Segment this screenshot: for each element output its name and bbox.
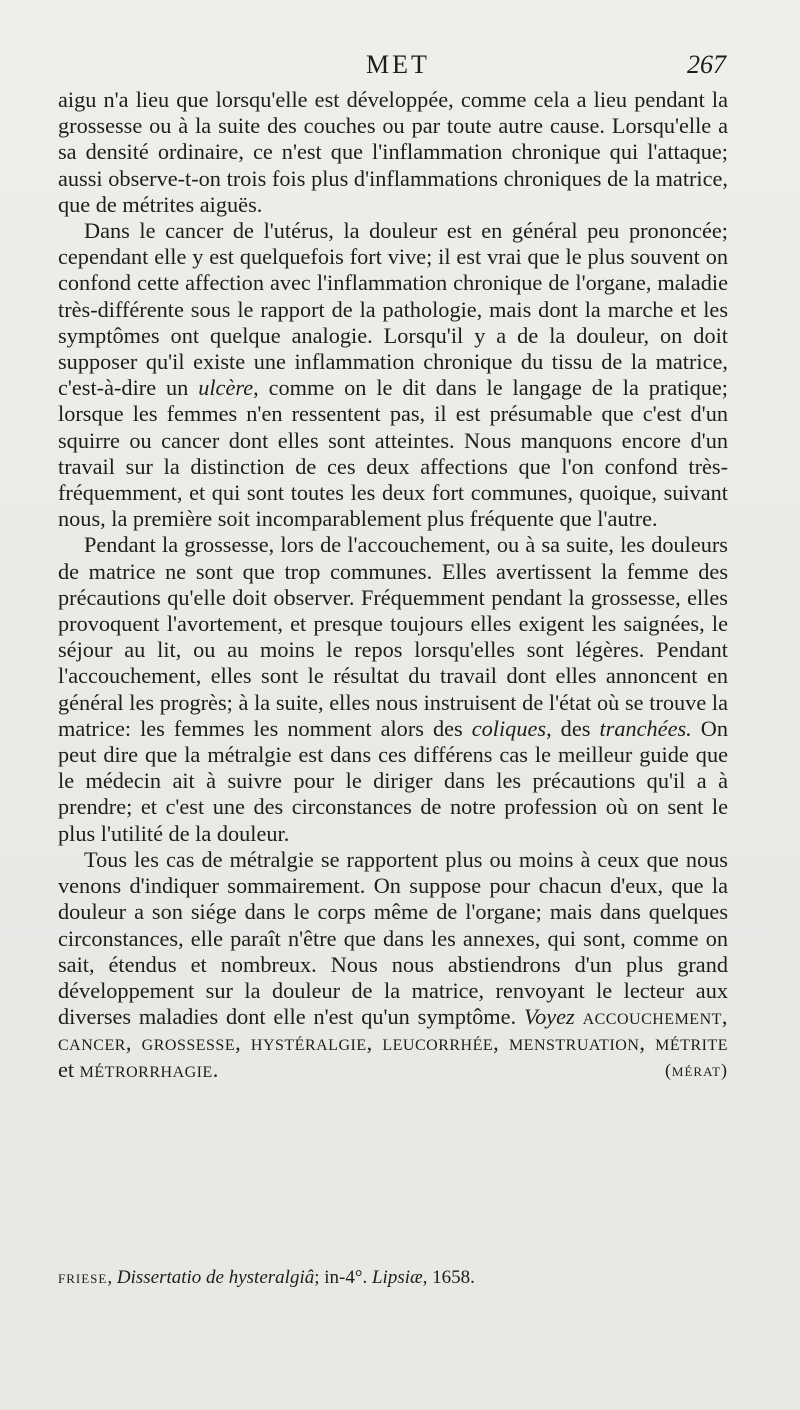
- paragraph-3-text-b: On peut dire que la métralgie est dans ces différens cas le meilleur guide que le médecin ait à suivre pour le diriger dans les précautions qu'il a à prendre; et c'est une des circonstances de notre profession où on sent le plus l'utilité de la douleur.: [58, 715, 729, 846]
- paragraph-2-text-a: Dans le cancer de l'utérus, la douleur est en général peu prononcée; cependant elle y est quelquefois fort vive; il est vrai que le plus souvent on confond cette affection avec l'inflammation chronique de l'organe, maladie très-différente sous le rapport de la pathologie, mais dont la marche et les symptômes ont quelque analogie. Lorsqu'il y a de la douleur, on doit supposer qu'il existe une inflammation chronique du tissu de la matrice, c'est-à-dire un: [58, 218, 728, 401]
- bib-format: ; in-4°.: [314, 1267, 368, 1288]
- paragraph-3: [58, 532, 728, 846]
- bib-year: , 1658.: [422, 1267, 475, 1288]
- article-body: [58, 87, 728, 1083]
- emphasis-ulcere: ulcère: [198, 375, 254, 401]
- voyez-label: Voyez: [523, 1004, 575, 1030]
- bib-author: friese: [58, 1267, 108, 1288]
- paragraph-2-text-b: , comme on le dit dans le langage de la pratique; lorsque les femmes n'en ressentent pas, il est présumable que c'est d'un squirre ou cancer dont elles sont atteintes. Nous manquons encore d'un travail sur la distinction de ces deux affections que l'on confond très-fréquemment, et qui sont toutes les deux fort communes, quoique, suivant nous, la première soit incomparablement plus fréquente que l'autre.: [58, 375, 729, 532]
- page-number: 267: [687, 50, 726, 79]
- paragraph-1-text: aigu n'a lieu que lorsqu'elle est développée, comme cela a lieu pendant la grossesse ou à la suite des couches ou par toute autre cause. Lorsqu'elle a sa densité ordinaire, ce n'est que l'inflammation chronique qui l'attaque; aussi observe-t-on trois fois plus d'inflammations chroniques de la matrice, que de métrites aiguës.: [58, 87, 728, 217]
- paragraph-1: [58, 87, 728, 218]
- cross-reference-last: métrorrhagie.: [79, 1056, 219, 1082]
- paragraph-2: [58, 218, 728, 532]
- emphasis-coliques: coliques: [471, 715, 547, 741]
- paragraph-3-text-mid: , des: [546, 715, 600, 741]
- bib-place: Lipsiæ: [371, 1267, 423, 1288]
- conjunction: et: [58, 1056, 80, 1082]
- emphasis-tranchees: tranchées.: [599, 715, 692, 741]
- author-signature: (mérat): [664, 1059, 728, 1080]
- page-header: [58, 50, 738, 84]
- bibliography-entry: friese, Dissertatio de hysteralgiâ; in-4°. Lipsiæ, 1658.: [58, 1267, 475, 1288]
- bib-title: Dissertatio de hysteralgiâ: [116, 1267, 315, 1288]
- paragraph-3-text-a: Pendant la grossesse, lors de l'accouchement, ou à sa suite, les douleurs de matrice ne sont que trop communes. Elles avertissent la femme des précautions qu'elle doit observer. Fréquemment pendant la grossesse, elles provoquent l'avortement, et presque toujours elles exigent les saignées, le séjour au lit, ou au moins le repos lorsqu'elles sont légères. Pendant l'accouchement, elles sont le résultat du travail dont elles annoncent en général les progrès; à la suite, elles nous instruisent de l'état où se trouve la matrice: les femmes les nomment alors des: [58, 532, 728, 741]
- cross-references: accouchement, cancer, grossesse, hystéralgie, leucorrhée, menstruation, métrite: [58, 1004, 728, 1056]
- running-head: MET: [366, 50, 430, 79]
- paragraph-4: [58, 847, 728, 1083]
- paragraph-4-text: Tous les cas de métralgie se rapportent plus ou moins à ceux que nous venons d'indiquer sommairement. On suppose pour chacun d'eux, que la douleur a son siége dans le corps même de l'organe; mais dans quelques circonstances, elle paraît n'être que dans les annexes, qui sont, comme on sait, étendus et nombreux. Nous nous abstiendrons d'un plus grand développement sur la douleur de la matrice, renvoyant le lecteur aux diverses maladies dont elle n'est qu'un symptôme.: [58, 846, 728, 1030]
